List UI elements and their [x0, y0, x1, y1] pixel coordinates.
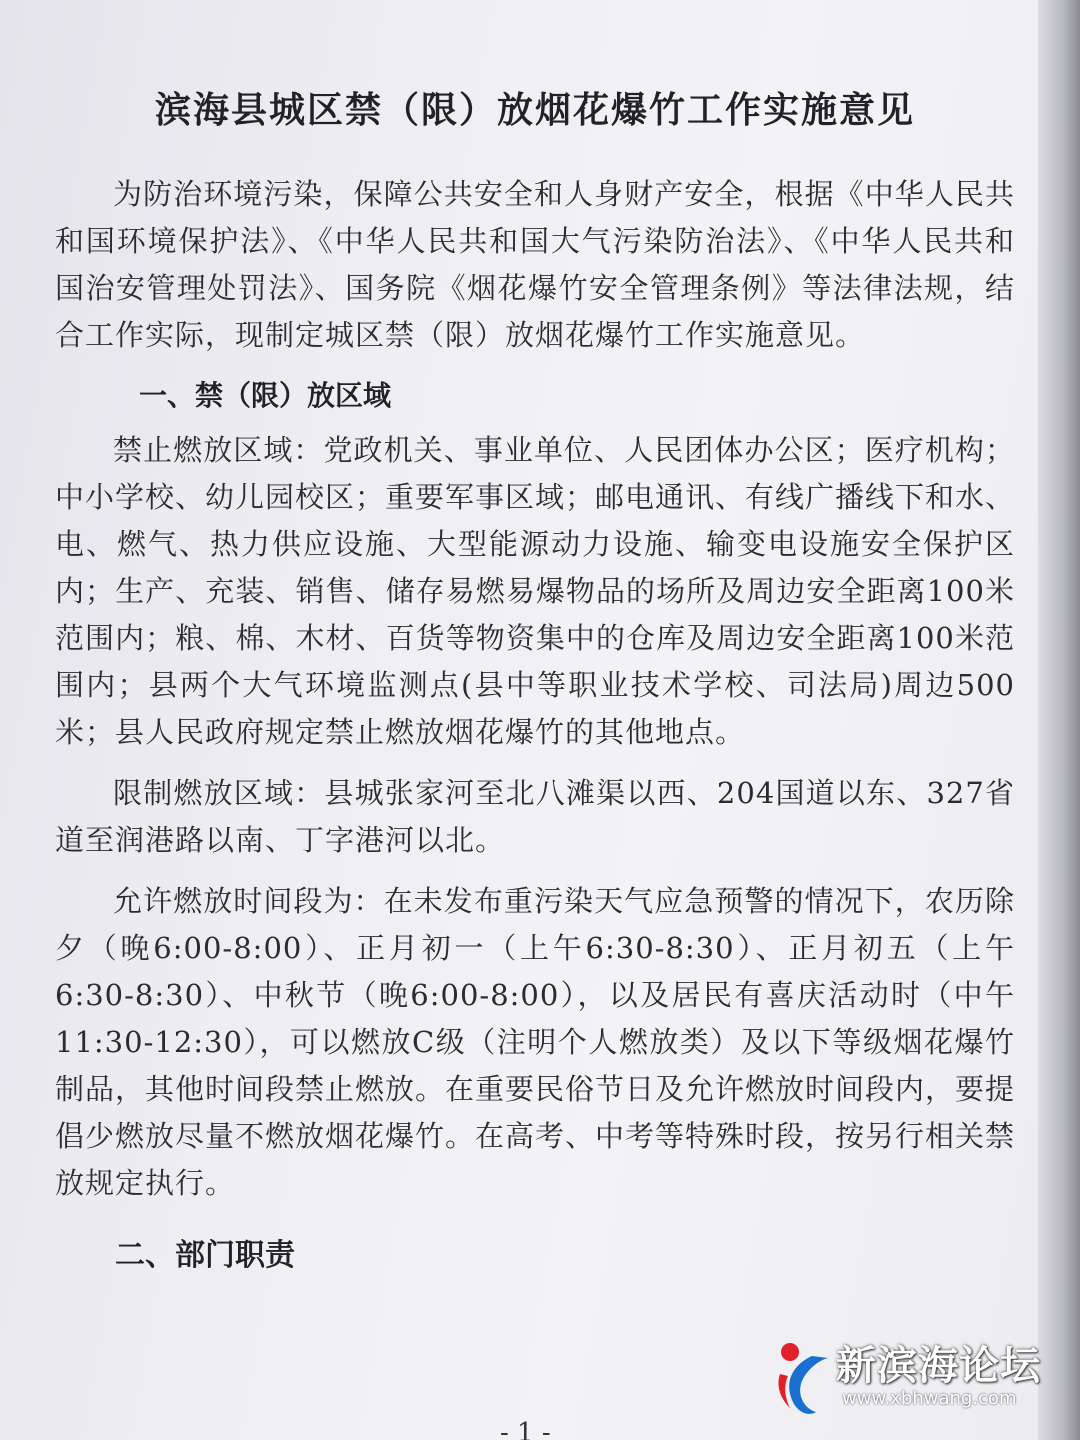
document-body — [55, 70, 1015, 1279]
restricted-area-paragraph: 限制燃放区域：县城张家河至北八滩渠以西、204国道以东、327省道至润港路以南、丁字港河以北。 — [55, 776, 1015, 857]
watermark-site-name: 新滨海论坛 — [836, 1343, 1041, 1389]
site-logo-icon — [772, 1338, 836, 1418]
page-edge-shadow — [1038, 0, 1080, 1440]
section-2-heading: 二、部门职责 — [115, 1238, 295, 1273]
watermark-url: www.xbhwang.com — [842, 1388, 1017, 1409]
allowed-time-paragraph: 允许燃放时间段为：在未发布重污染天气应急预警的情况下，农历除夕（晚6:00-8:00）、正月初一（上午6:30-8:30）、正月初五（上午6:30-8:30）、中秋节（晚6:00-8:00），以及居民有喜庆活动时（中午11:30-12:30），可以燃放C级（注明个人燃放类）及以下等级烟花爆竹制品，其他时间段禁止燃放。在重要民俗节日及允许燃放时间段内，要提倡少燃放尽量不燃放烟花爆竹。在高考、中考等特殊时段，按另行相关禁放规定执行。 — [55, 884, 1016, 1200]
page-number: - 1 - — [500, 1418, 551, 1440]
section-1-heading: 一、禁（限）放区域 — [139, 379, 392, 412]
site-watermark — [772, 1330, 1072, 1422]
document-title: 滨海县城区禁（限）放烟花爆竹工作实施意见 — [154, 90, 915, 131]
intro-paragraph: 为防治环境污染，保障公共安全和人身财产安全，根据《中华人民共和国环境保护法》、《中华人民共和国大气污染防治法》、《中华人民共和国治安管理处罚法》、国务院《烟花爆竹安全管理条例》等法律法规，结合工作实际，现制定城区禁（限）放烟花爆竹工作实施意见。 — [55, 177, 1015, 352]
prohibited-area-paragraph: 禁止燃放区域：党政机关、事业单位、人民团体办公区；医疗机构；中小学校、幼儿园校区；重要军事区域；邮电通讯、有线广播线下和水、电、燃气、热力供应设施、大型能源动力设施、输变电设施安全保护区内；生产、充装、销售、储存易燃易爆物品的场所及周边安全距离100米范围内；粮、棉、木材、百货等物资集中的仓库及周边安全距离100米范围内；县两个大气环境监测点(县中等职业技术学校、司法局)周边500米；县人民政府规定禁止燃放烟花爆竹的其他地点。 — [55, 433, 1016, 749]
